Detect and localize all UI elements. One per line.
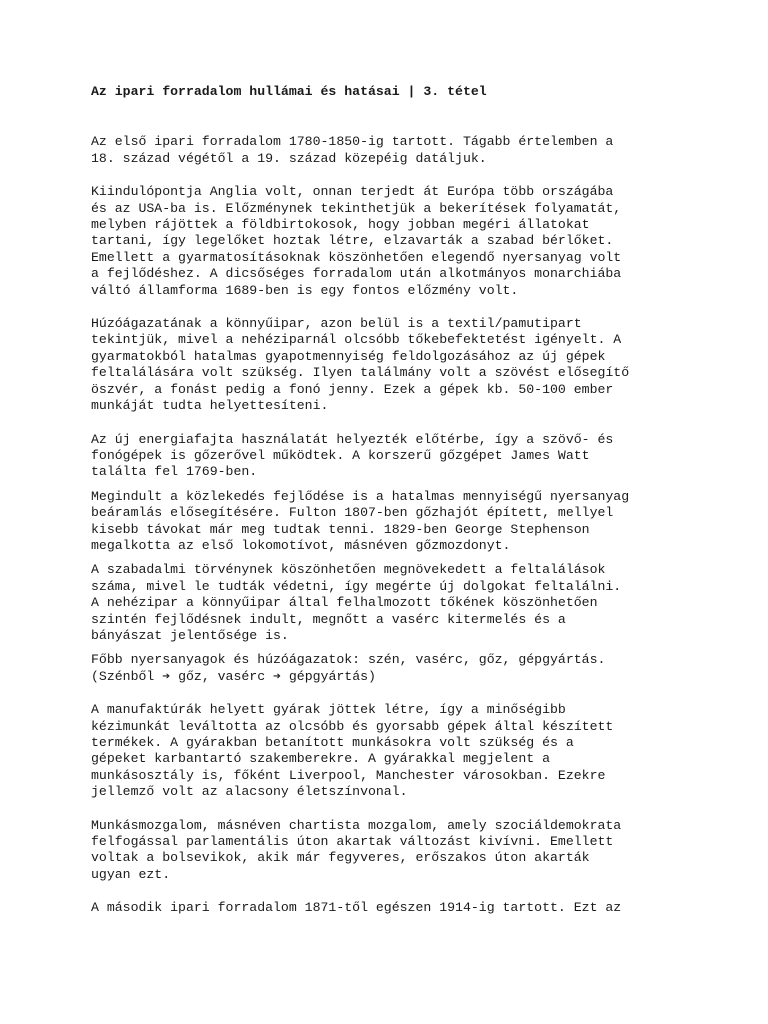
text-line: váltó államforma 1689-ben is egy fontos előzmény volt. — [91, 282, 519, 298]
paragraph-spacer — [91, 481, 731, 489]
document-page — [91, 84, 731, 917]
paragraph — [91, 562, 731, 644]
paragraph — [91, 184, 731, 299]
paragraph — [91, 432, 731, 481]
text-line: megalkotta az első lokomotívot, másnéven gőzmozdonyt. — [91, 537, 511, 553]
text-line: fonógépek is gőzerővel működtek. A korszerű gőzgépet James Watt — [91, 447, 590, 463]
text-line: kézimunkát leváltotta az olcsóbb és gyorsabb gépek által készített — [91, 718, 614, 734]
text-line: jellemző volt az alacsony életszínvonal. — [91, 784, 408, 800]
text-line: tartani, így legelőket hoztak létre, elzavarták a szabad bérlőket. — [91, 233, 614, 249]
text-line: Az új energiafajta használatát helyezték előtérbe, így a szövő- és — [91, 431, 614, 447]
paragraph-spacer — [91, 100, 731, 134]
text-line: Húzóágazatának a könnyűipar, azon belül is a textil/pamutipart — [91, 316, 582, 332]
text-line: Főbb nyersanyagok és húzóágazatok: szén, vasérc, gőz, gépgyártás. — [91, 652, 606, 668]
text-line: A szabadalmi törvénynek köszönhetően megnövekedett a feltalálások — [91, 562, 606, 578]
paragraph-spacer — [91, 167, 731, 184]
text-line: Emellett a gyarmatosításoknak köszönhetően elegendő nyersanyag volt — [91, 249, 622, 265]
paragraph-spacer — [91, 801, 731, 818]
paragraph — [91, 900, 731, 916]
paragraph-spacer — [91, 644, 731, 652]
text-line: feltalálására volt szükség. Ilyen találmány volt a szövést elősegítő — [91, 365, 630, 381]
text-line: a fejlődéshez. A dicsőséges forradalom után alkotmányos monarchiába — [91, 266, 622, 282]
paragraph — [91, 134, 731, 167]
text-line: szintén fejlődésnek indult, megnőtt a vasérc kitermelés és a — [91, 611, 566, 627]
paragraph — [91, 652, 731, 685]
text-line: termékek. A gyárakban betanított munkásokra volt szükség és a — [91, 735, 574, 750]
text-line: Megindult a közlekedés fejlődése is a hatalmas mennyiségű nyersanyag — [91, 488, 630, 504]
text-line: (Szénből ➔ gőz, vasérc ➔ gépgyártás) — [91, 668, 376, 684]
text-line: Kiindulópontja Anglia volt, onnan terjedt át Európa több országába — [91, 184, 614, 200]
paragraph-spacer — [91, 415, 731, 432]
text-line: öszvér, a fonást pedig a fonó jenny. Ezek a gépek kb. 50-100 ember — [91, 381, 614, 397]
text-line: 18. század végétől a 19. század közepéig datáljuk. — [91, 150, 487, 166]
paragraph-spacer — [91, 685, 731, 702]
text-line: kisebb távokat már meg tudtak tenni. 1829-ben George Stephenson — [91, 521, 590, 537]
text-line: voltak a bolsevikok, akik már fegyveres, erőszakos úton akarták — [91, 850, 590, 866]
text-line: száma, mivel le tudták védetni, így megérte új dolgokat feltalálni. — [91, 578, 622, 594]
text-line: tekintjük, mivel a nehéziparnál olcsóbb tőkebefektetést igényelt. A — [91, 332, 622, 348]
text-line: felfogással parlamentális úton akartak változást kivívni. Emellett — [91, 834, 614, 850]
text-line: találta fel 1769-ben. — [91, 464, 258, 480]
text-line: munkásosztály is, főként Liverpool, Manchester városokban. Ezekre — [91, 767, 606, 783]
paragraph — [91, 316, 731, 414]
text-line: bányászat jelentősége is. — [91, 627, 289, 643]
text-line: munkáját tudta helyettesíteni. — [91, 398, 329, 414]
text-line: Az első ipari forradalom 1780-1850-ig tartott. Tágabb értelemben a — [91, 134, 614, 150]
text-line: Munkásmozgalom, másnéven chartista mozgalom, amely szociáldemokrata — [91, 817, 622, 833]
text-line: gépeket karbantartó szakemberekre. A gyárakkal megjelent a — [91, 751, 550, 767]
document-title: Az ipari forradalom hullámai és hatásai | 3. tétel — [91, 84, 487, 99]
paragraph-spacer — [91, 554, 731, 562]
text-line: A nehézipar a könnyűipar által felhalmozott tőkének köszönhetően — [91, 595, 598, 611]
text-line: ugyan ezt. — [91, 866, 171, 882]
document-body — [91, 100, 731, 916]
text-line: A második ipari forradalom 1871-től egészen 1914-ig tartott. Ezt az — [91, 900, 622, 916]
text-line: és az USA-ba is. Előzménynek tekinthetjük a bekerítések folyamatát, — [91, 200, 622, 216]
text-line: beáramlás elősegítésére. Fulton 1807-ben gőzhajót épített, mellyel — [91, 505, 614, 521]
paragraph — [91, 489, 731, 555]
text-line: melyben rájöttek a földbirtokosok, hogy jobban megéri állatokat — [91, 217, 590, 233]
paragraph — [91, 702, 731, 800]
paragraph-spacer — [91, 299, 731, 316]
text-line: gyarmatokból hatalmas gyapotmennyiség feldolgozásához az új gépek — [91, 348, 606, 364]
paragraph — [91, 818, 731, 884]
paragraph-spacer — [91, 883, 731, 900]
text-line: A manufaktúrák helyett gyárak jöttek létre, így a minőségibb — [91, 702, 566, 718]
